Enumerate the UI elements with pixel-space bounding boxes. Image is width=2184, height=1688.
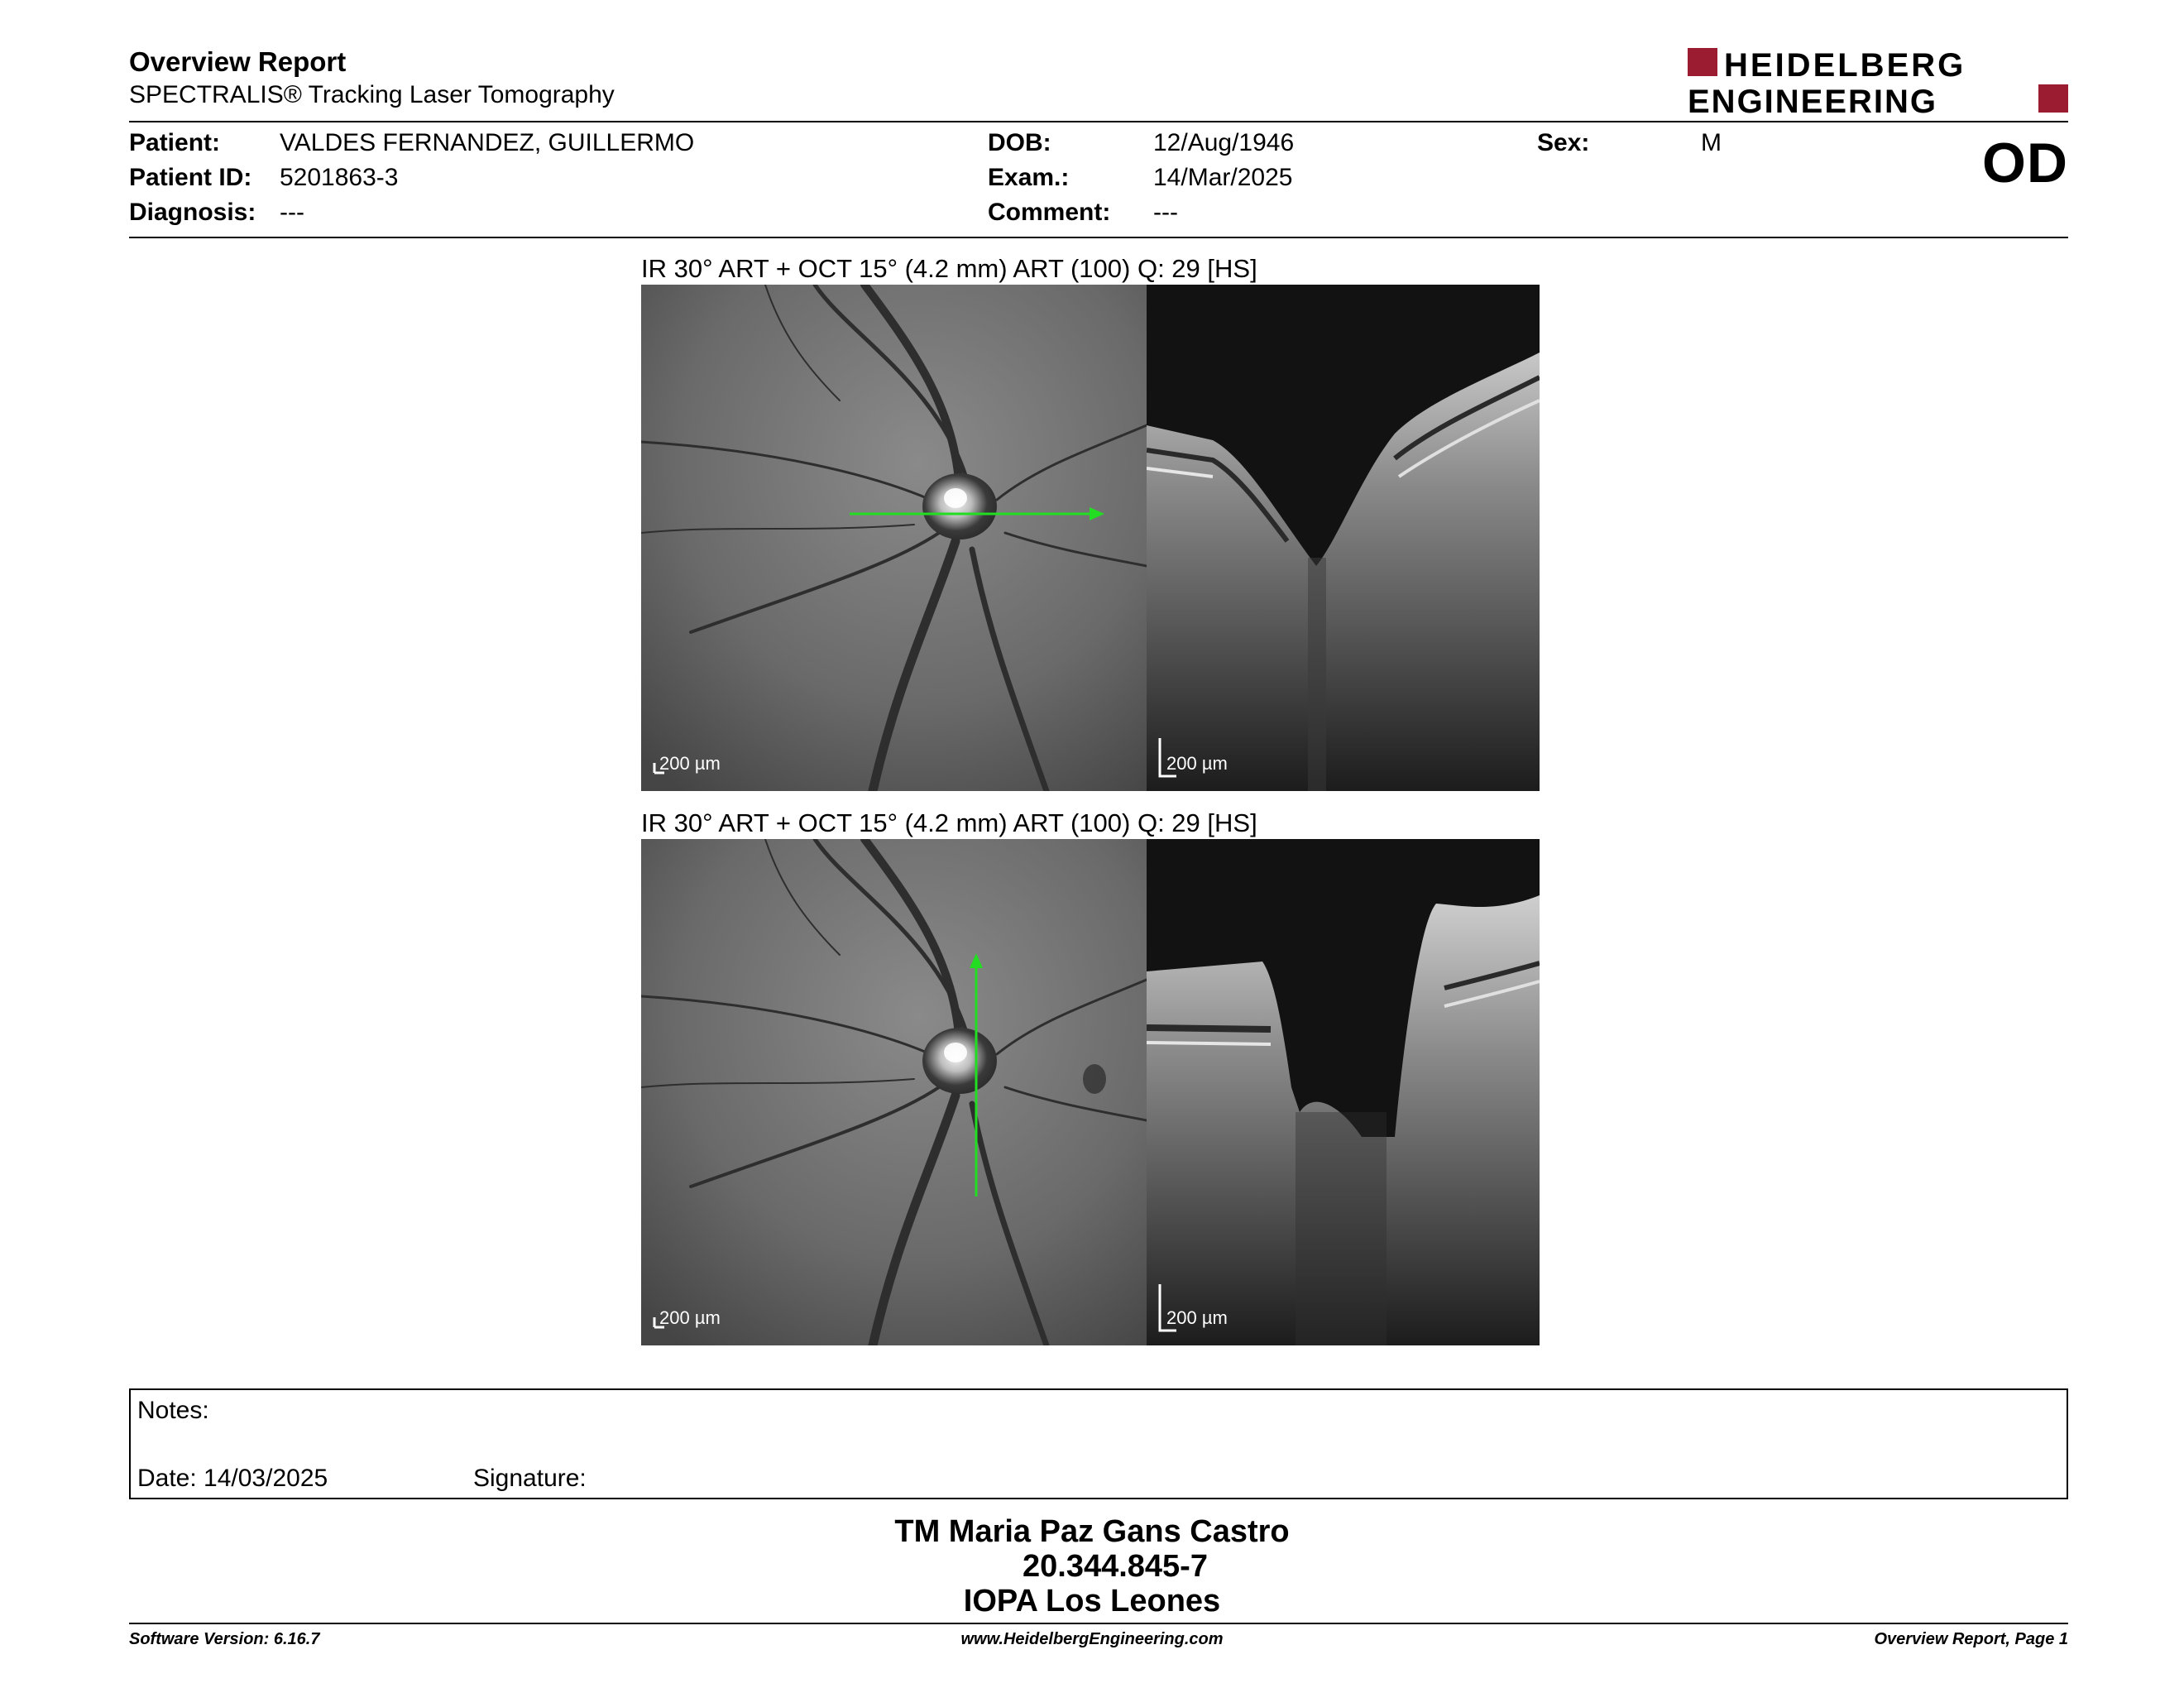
oct-bscan-image-1: [1147, 285, 1540, 791]
diagnosis-label: Diagnosis:: [129, 199, 256, 226]
signer-name: TM Maria Paz Gans Castro: [894, 1514, 1290, 1549]
ir-scale-label-1: 200 µm: [659, 753, 721, 774]
heidelberg-logo: [1688, 46, 2068, 116]
institution-name: IOPA Los Leones: [963, 1584, 1221, 1618]
patient-divider: [129, 237, 2068, 238]
patient-id-value: 5201863-3: [280, 164, 399, 191]
oct-scale-label-2: 200 µm: [1166, 1307, 1228, 1328]
diagnosis-value: ---: [280, 199, 304, 226]
sex-label: Sex:: [1537, 129, 1590, 156]
logo-line2: ENGINEERING: [1688, 84, 1938, 116]
sex-value: M: [1701, 129, 1722, 156]
ir-scale-label-2: 200 µm: [659, 1307, 721, 1328]
signature-label: Signature:: [473, 1465, 587, 1492]
scan-caption-1: IR 30° ART + OCT 15° (4.2 mm) ART (100) Q: 29 [HS]: [641, 254, 1257, 283]
footer-divider: [129, 1623, 2068, 1624]
website-link[interactable]: www.HeidelbergEngineering.com: [960, 1630, 1224, 1648]
dob-value: 12/Aug/1946: [1153, 129, 1295, 156]
exam-label: Exam.:: [988, 164, 1070, 191]
date-label: Date: 14/03/2025: [137, 1465, 328, 1492]
comment-label: Comment:: [988, 199, 1111, 226]
eye-indicator: OD: [1982, 132, 2068, 194]
comment-value: ---: [1153, 199, 1178, 226]
oct-scale-label-1: 200 µm: [1166, 753, 1228, 774]
oct-bscan-image-2: [1147, 839, 1540, 1345]
notes-box[interactable]: [129, 1388, 2068, 1499]
logo-line1: HEIDELBERG: [1724, 47, 1966, 84]
page-number: Overview Report, Page 1: [1874, 1630, 2068, 1648]
report-title: Overview Report: [129, 46, 347, 77]
report-subtitle: SPECTRALIS® Tracking Laser Tomography: [129, 81, 615, 108]
ir-fundus-image-2: [641, 839, 1147, 1345]
notes-label: Notes:: [137, 1397, 209, 1424]
header-divider: [129, 121, 2068, 122]
signer-id: 20.344.845-7: [1023, 1549, 1208, 1584]
patient-label: Patient:: [129, 129, 221, 156]
patient-id-label: Patient ID:: [129, 164, 252, 191]
ir-fundus-image-1: [641, 285, 1147, 791]
dob-label: DOB:: [988, 129, 1051, 156]
exam-value: 14/Mar/2025: [1153, 164, 1293, 191]
scan-caption-2: IR 30° ART + OCT 15° (4.2 mm) ART (100) Q: 29 [HS]: [641, 808, 1257, 837]
patient-value: VALDES FERNANDEZ, GUILLERMO: [280, 129, 695, 156]
software-version: Software Version: 6.16.7: [129, 1630, 320, 1648]
